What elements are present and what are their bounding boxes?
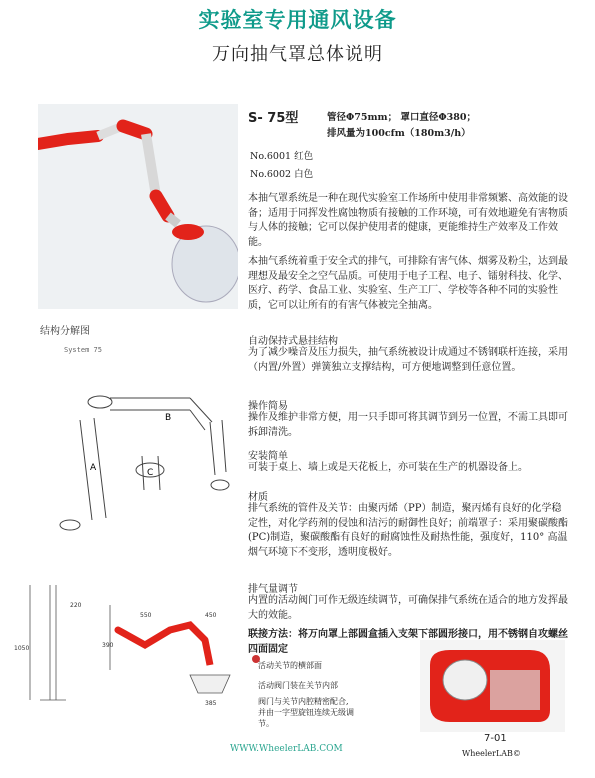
model-name: S- 75型 <box>248 111 299 126</box>
note-valve-inside: 活动阀门装在关节内部 <box>258 681 338 690</box>
note-joint-cross-section: 活动关节的横部面 <box>258 661 322 670</box>
dim-1050: 1050 <box>14 645 30 652</box>
install-heading: 安装简单 <box>248 451 288 462</box>
auto-structure-text: 为了减少噪音及压力损失，抽气系统被设计成通过不锈钢联杆连接，采用（内置/外置）弹簧独立支撑结构，可方便地调整到任意位置。 <box>248 347 568 373</box>
intro-paragraph: 本抽气罩系统是一种在现代实验室工作场所中使用非常频繁、高效能的设备；适用于同挥发性腐蚀物质有接触的工作环境，可有效地避免有害物质与人体的接触；它可以保护使用者的健康，更能维持生产效率及工作效能。 <box>248 193 568 248</box>
usage-paragraph: 本抽气系统着重于安全式的排气，可排除有害气体、烟雾及粉尘，达到最理想及最安全之空气品质。可使用于电子工程、电子、镭射科技、化学、医疗、药学、食品工业、实验室、生产工厂、学校等各种不同的实验性质，它可以让所有的有害气体被完全抽离。 <box>248 256 568 311</box>
operation-text: 操作及维护非常方便，用一只手即可将其调节到另一位置，不需工具即可拆卸清洗。 <box>248 412 568 438</box>
flow-text: 内置的活动阀门可作无级连续调节，可确保排气系统在适合的地方发挥最大的效能。 <box>248 595 568 621</box>
variant-red: No.6001 红色 <box>250 151 314 162</box>
connector-photo <box>420 640 565 732</box>
dim-450: 450 <box>205 612 217 619</box>
material-heading: 材质 <box>248 492 268 503</box>
material-text: 排气系统的管件及关节：由聚丙烯（PP）制造，聚丙烯有良好的化学稳定性，对化学药剂的侵蚀和洁污的耐御性良好；前端罩子：采用聚碳酸酯(PC)制造，聚碳酸酯有良好的耐腐蚀性及耐热性能，强度好，110° 高温烟气环境下不变形，透明度极好。 <box>248 503 568 558</box>
operation-heading: 操作简易 <box>248 401 288 412</box>
system-label: System 75 <box>64 346 102 354</box>
flow-heading: 排气量调节 <box>248 584 298 595</box>
dimension-drawing <box>10 575 245 715</box>
exploded-view-label: 结构分解图 <box>40 326 90 337</box>
note-valve-fit-3: 节。 <box>258 719 274 728</box>
contact-method: 联接方法：将万向罩上部圆盒插入支架下部圆形接口，用不锈钢自攻螺丝四面固定 <box>248 629 568 655</box>
dim-385: 385 <box>205 700 217 707</box>
dim-390: 390 <box>102 642 114 649</box>
auto-structure-heading: 自动保持式悬挂结构 <box>248 336 338 347</box>
brand-mark: WheelerLAB© <box>462 749 521 758</box>
part-a-label: A <box>90 463 97 473</box>
page-number: 7-01 <box>484 733 507 744</box>
part-c-label: C <box>147 468 154 478</box>
spec-line-1: 管径Φ75mm； 罩口直径Φ380； <box>327 112 477 123</box>
dim-220: 220 <box>70 602 82 609</box>
note-valve-fit-2: 并由一字型旋钮连续无级调 <box>258 708 354 717</box>
spec-line-2: 排风量为100cfm（180m3/h） <box>327 128 471 139</box>
page-subtitle: 万向抽气罩总体说明 <box>212 44 383 65</box>
product-photo <box>38 104 238 309</box>
page-title: 实验室专用通风设备 <box>198 8 397 32</box>
website-link[interactable]: WWW.WheelerLAB.COM <box>230 744 343 754</box>
variant-white: No.6002 白色 <box>250 169 314 180</box>
note-valve-fit-1: 阀门与关节内腔精密配合, <box>258 697 349 706</box>
install-text: 可装于桌上、墙上或是天花板上，亦可装在生产的机器设备上。 <box>248 462 528 473</box>
part-b-label: B <box>165 413 172 423</box>
dim-550: 550 <box>140 612 152 619</box>
exploded-view-diagram <box>40 360 240 560</box>
